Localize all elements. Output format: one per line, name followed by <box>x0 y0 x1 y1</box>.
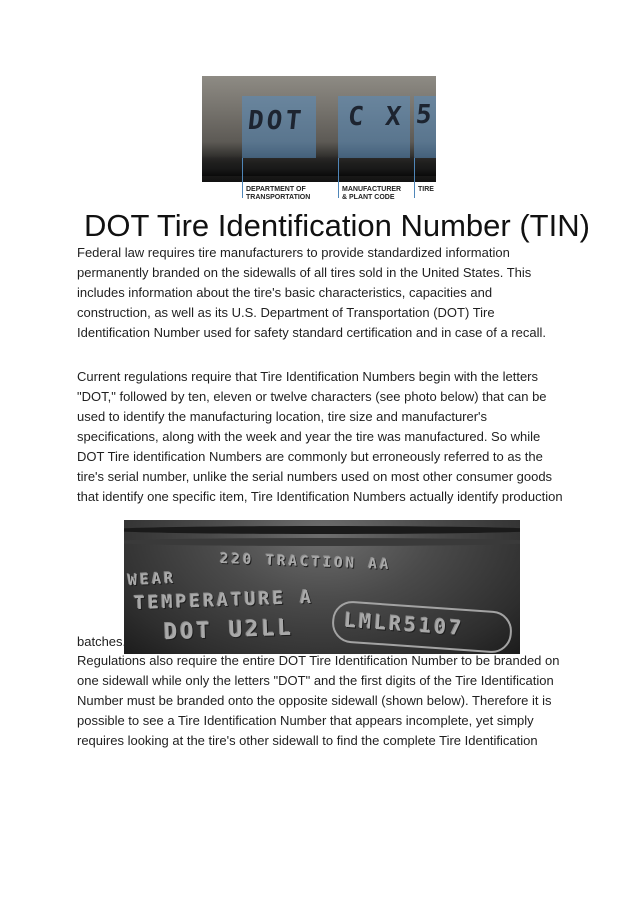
tire-rim-band <box>124 526 520 534</box>
intro-paragraph <box>77 243 557 343</box>
tire-size-callout-label: TIRE <box>418 186 434 193</box>
text-line: includes information about the tire's basic characteristics, capacities and <box>77 285 493 300</box>
text-line: construction, as well as its U.S. Department of Transportation (DOT) Tire <box>77 305 495 320</box>
text-line: Number must be branded onto the opposite sidewall (shown below). Therefore it is <box>77 693 552 708</box>
text-line: used to identify the manufacturing location, tire size and manufacturer's <box>77 409 488 424</box>
text-line: possible to see a Tire Identification Number that appears incomplete, yet simply <box>77 713 534 728</box>
text-line: "DOT," followed by ten, eleven or twelve characters (see photo below) that can be <box>77 389 547 404</box>
plant-code-callout-label: MANUFACTURER & PLANT CODE <box>342 186 402 201</box>
tire-code-photo <box>202 76 436 210</box>
text-line: that identify one specific item, Tire Identification Numbers actually identify production <box>77 489 563 504</box>
sidewall-embossed-text: 220 TRACTION AA <box>219 551 392 573</box>
tire-tread-shadow <box>202 156 436 176</box>
tire-size-code-text: 5 <box>414 100 436 130</box>
regulations-paragraph <box>77 367 563 507</box>
text-line: Federal law requires tire manufacturers to provide standardized information <box>77 245 510 260</box>
text-line: Current regulations require that Tire Identification Numbers begin with the letters <box>77 369 539 384</box>
sidewall-date-code: LMLR5107 <box>343 607 466 641</box>
callout-line <box>242 158 243 198</box>
text-line: specifications, along with the week and year the tire was manufactured. So while <box>77 429 541 444</box>
text-line: Identification Number used for safety standard certification and in case of a recall. <box>77 325 546 340</box>
page-title: DOT Tire Identification Number (TIN) <box>84 208 590 243</box>
sidewall-embossed-text: WEAR <box>127 568 177 590</box>
text-line: requires looking at the tire's other sidewall to find the complete Tire Identification <box>77 733 538 748</box>
tire-sidewall-photo <box>124 520 520 654</box>
tire-rim-band <box>124 538 520 546</box>
callout-line <box>414 158 415 198</box>
plant-code-text: C X <box>346 102 406 132</box>
text-line: permanently branded on the sidewalls of all tires sold in the United States. This <box>77 265 532 280</box>
sidewall-dot-code: DOT U2LL <box>163 615 295 646</box>
text-line: DOT Tire identification Numbers are commonly but erroneously referred to as the <box>77 449 543 464</box>
text-line: Regulations also require the entire DOT Tire Identification Number to be branded on <box>77 653 560 668</box>
text-line: tire's serial number, unlike the serial numbers used on most other consumer goods <box>77 469 553 484</box>
batches-text: batches. <box>77 634 127 649</box>
callout-line <box>338 158 339 198</box>
sidewall-paragraph <box>77 651 560 751</box>
sidewall-embossed-text: TEMPERATURE A <box>133 586 315 615</box>
dot-code-text: DOT <box>246 106 306 136</box>
dot-callout-label: DEPARTMENT OF TRANSPORTATION <box>246 186 311 201</box>
text-line: one sidewall while only the letters "DOT" and the first digits of the Tire Identification <box>77 673 554 688</box>
